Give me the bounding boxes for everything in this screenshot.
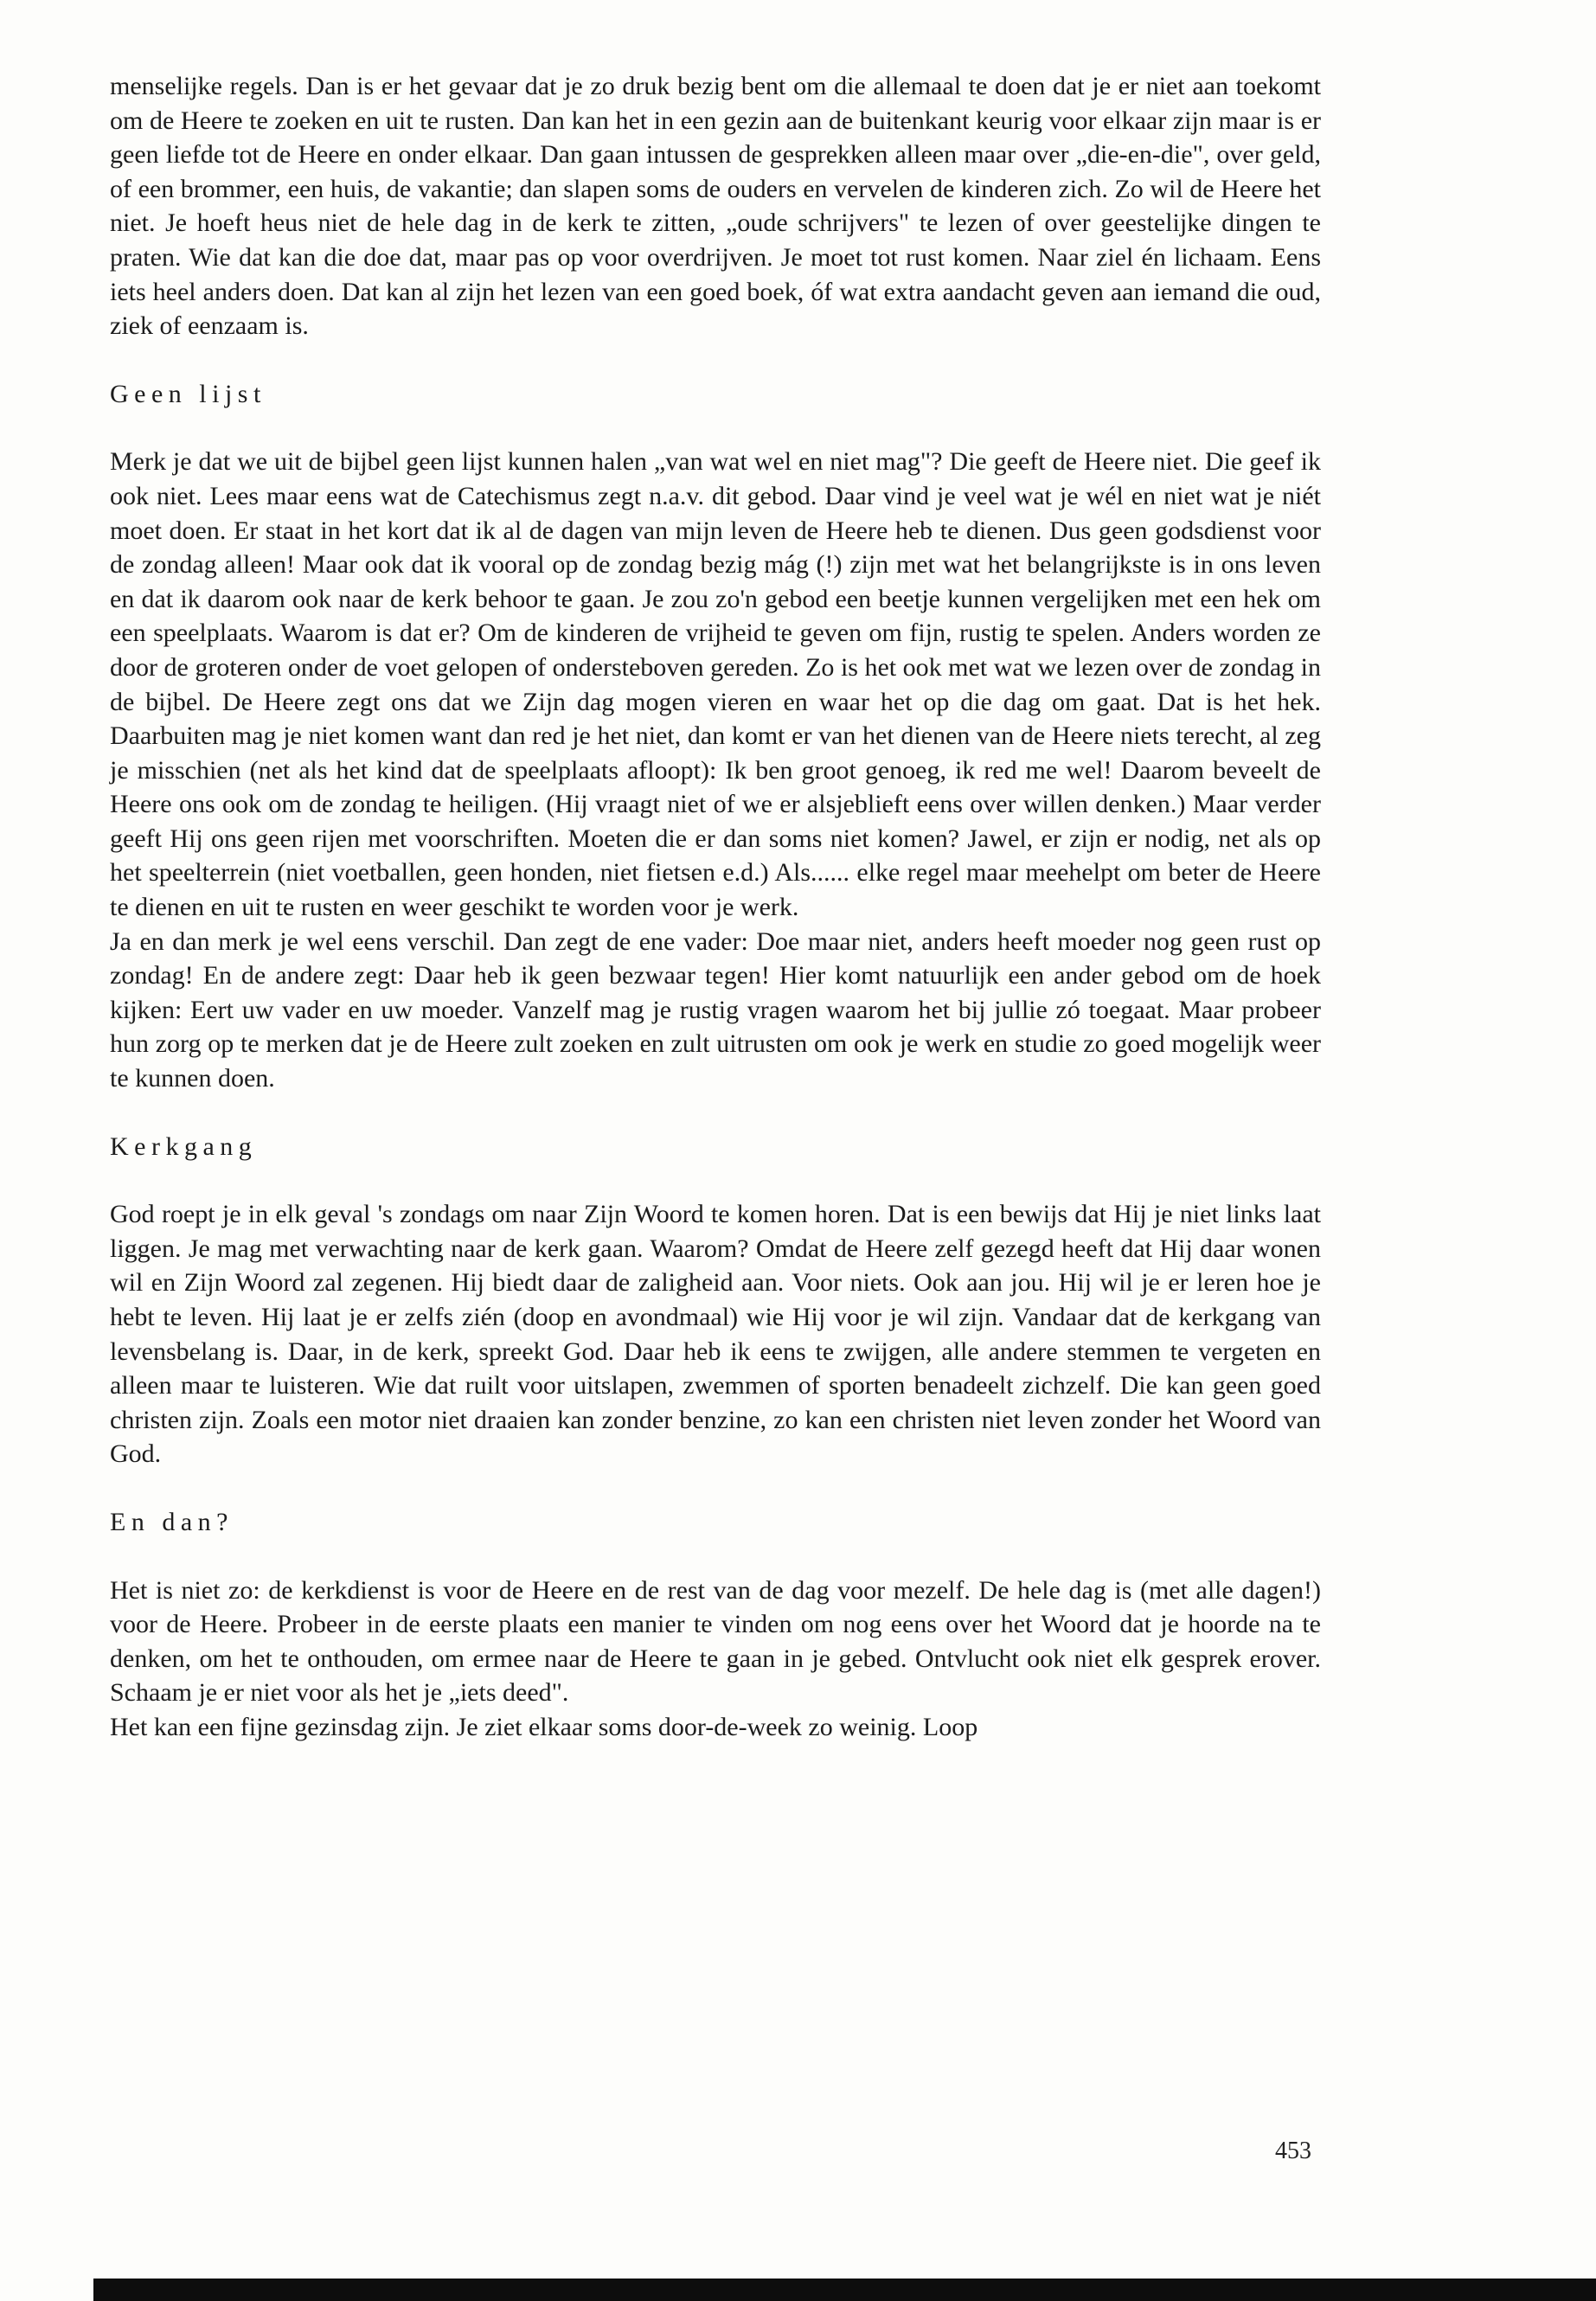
section-geen-lijst [110,377,1321,1096]
paragraph: Merk je dat we uit de bijbel geen lijst kunnen halen „van wat wel en niet mag"? Die geeft de Heere niet. Die geef ik ook niet. Lees maar eens wat de Catechismus zegt n.a.v. dit gebod. Daar vind je veel wat je wél en niet wat je niét moet doen. Er staat in het kort dat ik al de dagen van mijn leven de Heere heb te dienen. Dus geen godsdienst voor de zondag alleen! Maar ook dat ik vooral op de zondag bezig mág (!) zijn met wat het belangrijkste is in ons leven en dat ik daarom ook naar de kerk behoor te gaan. Je zou zo'n gebod een beetje kunnen vergelijken met een hek om een speelplaats. Waarom is dat er? Om de kinderen de vrijheid te geven om fijn, rustig te spelen. Anders worden ze door de groteren onder de voet gelopen of ondersteboven gereden. Zo is het ook met wat we lezen over de zondag in de bijbel. De Heere zegt ons dat we Zijn dag mogen vieren en waar het op die dag om gaat. Dat is het hek. Daarbuiten mag je niet komen want dan red je het niet, dan komt er van het dienen van de Heere niets terecht, al zeg je misschien (net als het kind dat de speelplaats afloopt): Ik ben groot genoeg, ik red me wel! Daarom beveelt de Heere ons ook om de zondag te heiligen. (Hij vraagt niet of we er alsjeblieft eens over willen denken.) Maar verder geeft Hij ons geen rijen met voorschriften. Moeten die er dan soms niet komen? Jawel, er zijn er nodig, net als op het speelterrein (niet voetballen, geen honden, niet fietsen e.d.) Als...... elke regel maar meehelpt om beter de Heere te dienen en uit te rusten en weer geschikt te worden voor je werk. [110,447,1321,922]
scan-edge-bar [93,2279,1596,2301]
section-kerkgang [110,1130,1321,1471]
paragraph: God roept je in elk geval 's zondags om naar Zijn Woord te komen horen. Dat is een bewijs dat Hij je niet links laat liggen. Je mag met verwachting naar de kerk gaan. Waarom? Omdat de Heere zelf gezegd heeft dat Hij daar wonen wil en Zijn Woord zal zegenen. Hij biedt daar de zaligheid aan. Voor niets. Ook aan jou. Hij wil je er leren hoe je hebt te leven. Hij laat je er zelfs zién (doop en avondmaal) wie Hij voor je wil zijn. Vandaar dat de kerkgang van levensbelang is. Daar, in de kerk, spreekt God. Daar heb ik eens te zwijgen, alle andere stemmen te vergeten en alleen maar te luisteren. Wie dat ruilt voor uitslapen, zwemmen of sporten benadeelt zichzelf. Die kan geen goed christen zijn. Zoals een motor niet draaien kan zonder benzine, zo kan een christen niet leven zonder het Woord van God. [110,1200,1321,1469]
section-heading: Geen lijst [110,379,266,408]
paragraph: Het is niet zo: de kerkdienst is voor de Heere en de rest van de dag voor mezelf. De hele dag is (met alle dagen!) voor de Heere. Probeer in de eerste plaats een manier te vinden om nog eens over het Woord dat je hoorde na te denken, om het te onthouden, om ermee naar de Heere te gaan in je gebed. Ontvlucht ook niet elk gesprek erover. Schaam je er niet voor als het je „iets deed". [110,1575,1321,1708]
body-text [110,69,1321,1745]
paragraph: Het kan een fijne gezinsdag zijn. Je ziet elkaar soms door-de-week zo weinig. Loop [110,1712,978,1741]
intro-paragraph: menselijke regels. Dan is er het gevaar dat je zo druk bezig bent om die allemaal te doen dat je er niet aan toekomt om de Heere te zoeken en uit te rusten. Dan kan het in een gezin aan de buitenkant keurig voor elkaar zijn maar is er geen liefde tot de Heere en onder elkaar. Dan gaan intussen de gesprekken alleen maar over „die-en-die", over geld, of een brommer, een huis, de vakantie; dan slapen soms de ouders en vervelen de kinderen zich. Zo wil de Heere het niet. Je hoeft heus niet de hele dag in de kerk te zitten, „oude schrijvers" te lezen of over geestelijke dingen te praten. Wie dat kan die doe dat, maar pas op voor overdrijven. Je moet tot rust komen. Naar ziel én lichaam. Eens iets heel anders doen. Dat kan al zijn het lezen van een goed boek, óf wat extra aandacht geven aan iemand die oud, ziek of eenzaam is. [110,72,1321,341]
section-heading: En dan? [110,1507,234,1536]
paragraph: Ja en dan merk je wel eens verschil. Dan zegt de ene vader: Doe maar niet, anders heeft moeder nog geen rust op zondag! En de andere zegt: Daar heb ik geen bezwaar tegen! Hier komt natuurlijk een ander gebod om de hoek kijken: Eert uw vader en uw moeder. Vanzelf mag je rustig vragen waarom het bij jullie zó toegaat. Maar probeer hun zorg op te merken dat je de Heere zult zoeken en zult uitrusten om ook je werk en studie zo goed mogelijk weer te kunnen doen. [110,926,1321,1093]
section-heading: Kerkgang [110,1131,258,1161]
section-en-dan [110,1505,1321,1745]
page-number: 453 [1275,2138,1311,2164]
